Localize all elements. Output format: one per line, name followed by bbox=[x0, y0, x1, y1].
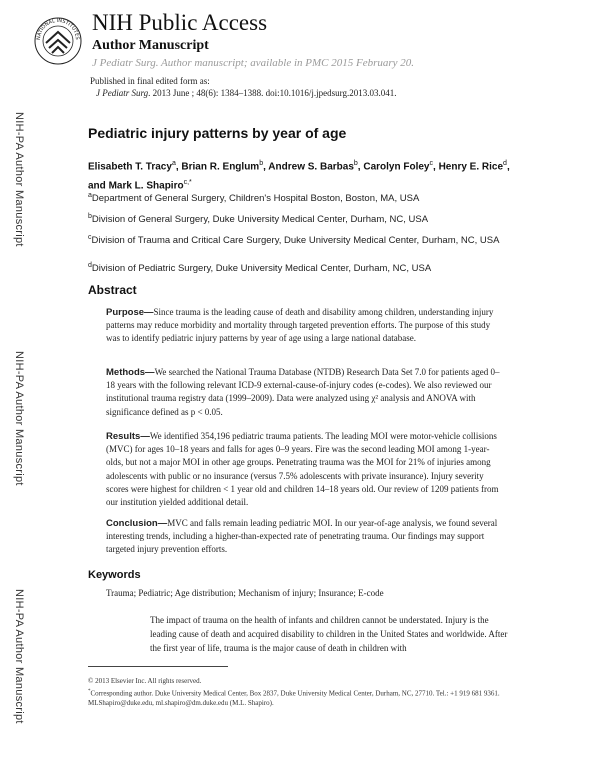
purpose-label: Purpose— bbox=[106, 307, 154, 318]
conclusion-text: MVC and falls remain leading pediatric MOI. In our year-of-age analysis, we found several interesting trends, including a higher-than-expected rate of penetrating trauma. Our findings may support targeted injury prevention efforts. bbox=[106, 518, 498, 555]
header-title: NIH Public Access bbox=[92, 10, 268, 35]
methods-label: Methods— bbox=[106, 367, 155, 378]
author-sup: a bbox=[171, 160, 176, 167]
side-label-bottom: NIH-PA Author Manuscript bbox=[13, 589, 25, 725]
roof-icon bbox=[46, 32, 70, 43]
author-name: Carolyn Foley bbox=[363, 161, 430, 173]
footnote-divider bbox=[88, 666, 228, 667]
affiliation-a: $^a$Department of General Surgery, Children's Hospital Boston, Boston, MA, USA bbox=[88, 192, 420, 205]
citation-line bbox=[96, 88, 397, 98]
author-name: Brian R. Englum bbox=[181, 161, 260, 173]
author-sup: c bbox=[429, 160, 433, 167]
results-text: We identified 354,196 pediatric trauma patients. The leading MOI were motor-vehicle collisions (MVC) for ages 10–18 years and falls for ages 0–9 years. Fire was the second leading MOI among 1-year-olds, but not a major MOI in other age groups. Penetrating trauma was the MOI for 21% of injuries among adolescents with public or no insurance (versus 7.5% adolescents with private insurance). Injury severity scores were highest for children < 1 year old and children 14–18 years old. Our review of 1209 patients from our institution yielded additional detail. bbox=[106, 431, 499, 508]
copyright-line: © 2013 Elsevier Inc. All rights reserved. bbox=[88, 677, 202, 685]
author-sup: b bbox=[259, 160, 264, 167]
abstract-heading: Abstract bbox=[88, 283, 137, 297]
abstract-purpose bbox=[106, 306, 502, 346]
citation-details: . 2013 June ; 48(6): 1384–1388. doi:10.1016/j.jpedsurg.2013.03.041. bbox=[148, 88, 397, 98]
author-name: Andrew S. Barbas bbox=[268, 161, 354, 173]
conclusion-label: Conclusion— bbox=[106, 518, 168, 529]
purpose-text: Since trauma is the leading cause of death and disability among children, understanding injury patterns may reduce morbidity and mortality through targeted prevention efforts. The purpose of this study was to identify pediatric injury patterns by year of age using a large national database. bbox=[106, 307, 494, 344]
seal-text: NATIONAL INSTITUTES bbox=[35, 17, 81, 41]
abstract-results bbox=[106, 430, 502, 509]
side-label-top: NIH-PA Author Manuscript bbox=[13, 111, 25, 247]
author-name: Elisabeth T. Tracy bbox=[88, 161, 172, 173]
author-sup: d bbox=[503, 160, 507, 167]
keywords-text: Trauma; Pediatric; Age distribution; Mechanism of injury; Insurance; E-code bbox=[106, 588, 384, 598]
abstract-methods bbox=[106, 366, 502, 419]
author-sup: c,* bbox=[183, 179, 192, 187]
keywords-heading: Keywords bbox=[88, 569, 141, 581]
author-list: Elisabeth T. Tracy$^a$, Brian R. Englum$^b$, Andrew S. Barbas$^b$, Carolyn Foley$^c$, Henry E. Rice$^d$, and Mark L. Shapiro$^{c,*}$ bbox=[88, 160, 510, 192]
availability-text: . Author manuscript; available in PMC 2015 February 20. bbox=[155, 57, 415, 69]
abstract-conclusion bbox=[106, 517, 502, 557]
side-label-middle: NIH-PA Author Manuscript bbox=[13, 350, 25, 486]
author-name: Mark L. Shapiro bbox=[108, 180, 184, 192]
nih-seal-logo bbox=[32, 10, 84, 68]
corresponding-author-note: *Corresponding author. Duke University Medical Center, Box 2837, Duke University Medical Center, Durham, NC, 27710. Tel.: +1 919 681 9361. MLShapiro@duke.edu, ml.shapiro@dm.duke.edu (M.L. Shapiro). bbox=[88, 689, 500, 708]
availability-note bbox=[92, 57, 414, 69]
author-sup: b bbox=[353, 160, 358, 167]
body-paragraph: The impact of trauma on the health of infants and children cannot be understated. Injury is the leading cause of death and acquired disability to children in the United States and worldwide. After the first year of life, trauma is the major cause of death in children with bbox=[150, 615, 508, 653]
side-banner bbox=[6, 0, 32, 776]
svg-text:NATIONAL INSTITUTES OF HEALTH bbox=[32, 10, 80, 40]
availability-journal: J Pediatr Surg bbox=[92, 57, 156, 69]
affiliation-d: $^d$Division of Pediatric Surgery, Duke University Medical Center, Durham, NC, USA bbox=[88, 262, 432, 275]
article-title: Pediatric injury patterns by year of age bbox=[88, 125, 347, 141]
author-name: Henry E. Rice bbox=[438, 161, 504, 173]
results-label: Results— bbox=[106, 431, 150, 442]
header-subtitle: Author Manuscript bbox=[92, 38, 209, 53]
published-line: Published in final edited form as: bbox=[90, 76, 210, 86]
methods-text: We searched the National Trauma Database (NTDB) Research Data Set 7.0 for patients aged 0–18 years with the following relevant ICD-9 external-cause-of-injury codes (e-codes). We also reviewed our institutional trauma registry data (1999–2009). Data were analyzed using χ² analysis and ANOVA with significance defined as p < 0.05. bbox=[106, 367, 500, 417]
citation-journal: J Pediatr Surg bbox=[96, 88, 149, 98]
affiliation-c: $^c$Division of Trauma and Critical Care Surgery, Duke University Medical Center, Durham, NC, USA bbox=[88, 234, 500, 247]
affiliation-b: $^b$Division of General Surgery, Duke University Medical Center, Durham, NC, USA bbox=[88, 213, 429, 226]
